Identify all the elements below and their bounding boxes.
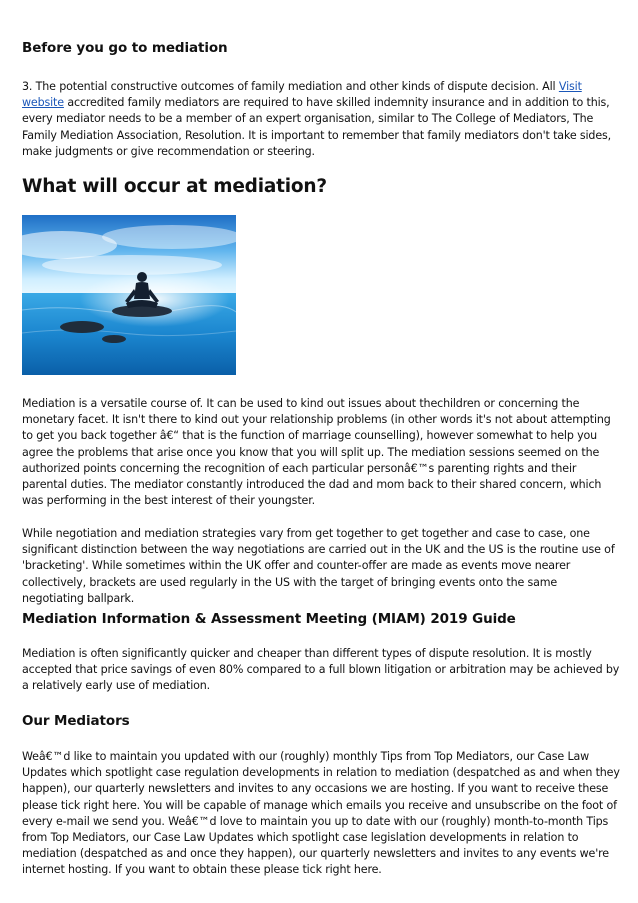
meditation-scene-graphic — [22, 215, 236, 375]
paragraph-intro — [22, 79, 620, 160]
paragraph-negotiation-strategies: While negotiation and mediation strategies vary from get together to get together and case to case, one significant distinction between the way negotiations are carried out in the UK and the US is the routine use of 'bracketing'. While sometimes within the UK offer and counter-offer are made as events move nearer collectively, brackets are used regularly in the US with the target of bringing events onto the same negotiating ballpark. — [22, 527, 615, 605]
heading-our-mediators: Our Mediators — [22, 713, 130, 729]
meditation-image — [22, 215, 236, 375]
visit-website-link[interactable]: Visit website — [22, 80, 582, 110]
heading-before-mediation: Before you go to mediation — [22, 40, 228, 56]
heading-what-occurs: What will occur at mediation? — [22, 176, 327, 197]
intro-text-start: 3. The potential constructive outcomes of family mediation and other kinds of dispute decision. All — [22, 80, 559, 93]
intro-text-end: accredited family mediators are required to have skilled indemnity insurance and in addition to this, every mediator needs to be a member of an expert organisation, similar to The College of Mediators, The Family Mediation Association, Resolution. It is important to remember that family mediators don't take sides, make judgments or give recommendation or steering. — [22, 96, 612, 158]
paragraph-mediation-versatile: Mediation is a versatile course of. It can be used to kind out issues about thechildren or concerning the monetary facet. It isn't there to kind out your relationship problems (in other words it's not about attempting to get you back together â€“ that is the function of marriage counselling), however somewhat to help you agree the problems that arise once you know that you will split up. The mediation sessions seemed on the authorized points concerning the recognition of each particular personâ€™s parenting rights and their parental duties. The mediator constantly introduced the dad and mom back to their shared concern, which was performing in the best interest of their youngster. — [22, 397, 611, 508]
heading-miam-guide: Mediation Information & Assessment Meeting (MIAM) 2019 Guide — [22, 611, 516, 627]
paragraph-mediation-cheaper: Mediation is often significantly quicker and cheaper than different types of dispute resolution. It is mostly accepted that price savings of even 80% compared to a full blown litigation or arbitration may be achieved by a relatively early use of mediation. — [22, 647, 620, 693]
paragraph-newsletter-signup: Weâ€™d like to maintain you updated with our (roughly) monthly Tips from Top Mediators, our Case Law Updates which spotlight case regulation developments in relation to mediation (despatched as and when they happen), our quarterly newsletters and invites to any occasions we are hosting. If you want to receive these please tick right here. You will be capable of manage which emails you receive and unsubscribe on the foot of every e-mail we send you. Weâ€™d love to maintain you up to date with our (roughly) month-to-month Tips from Top Mediators, our Case Law Updates which spotlight case legislation developments in relation to mediation (despatched as and once they happen), our quarterly newsletters and invites to any events we're internet hosting. If you want to obtain these please tick right here. — [22, 750, 620, 877]
